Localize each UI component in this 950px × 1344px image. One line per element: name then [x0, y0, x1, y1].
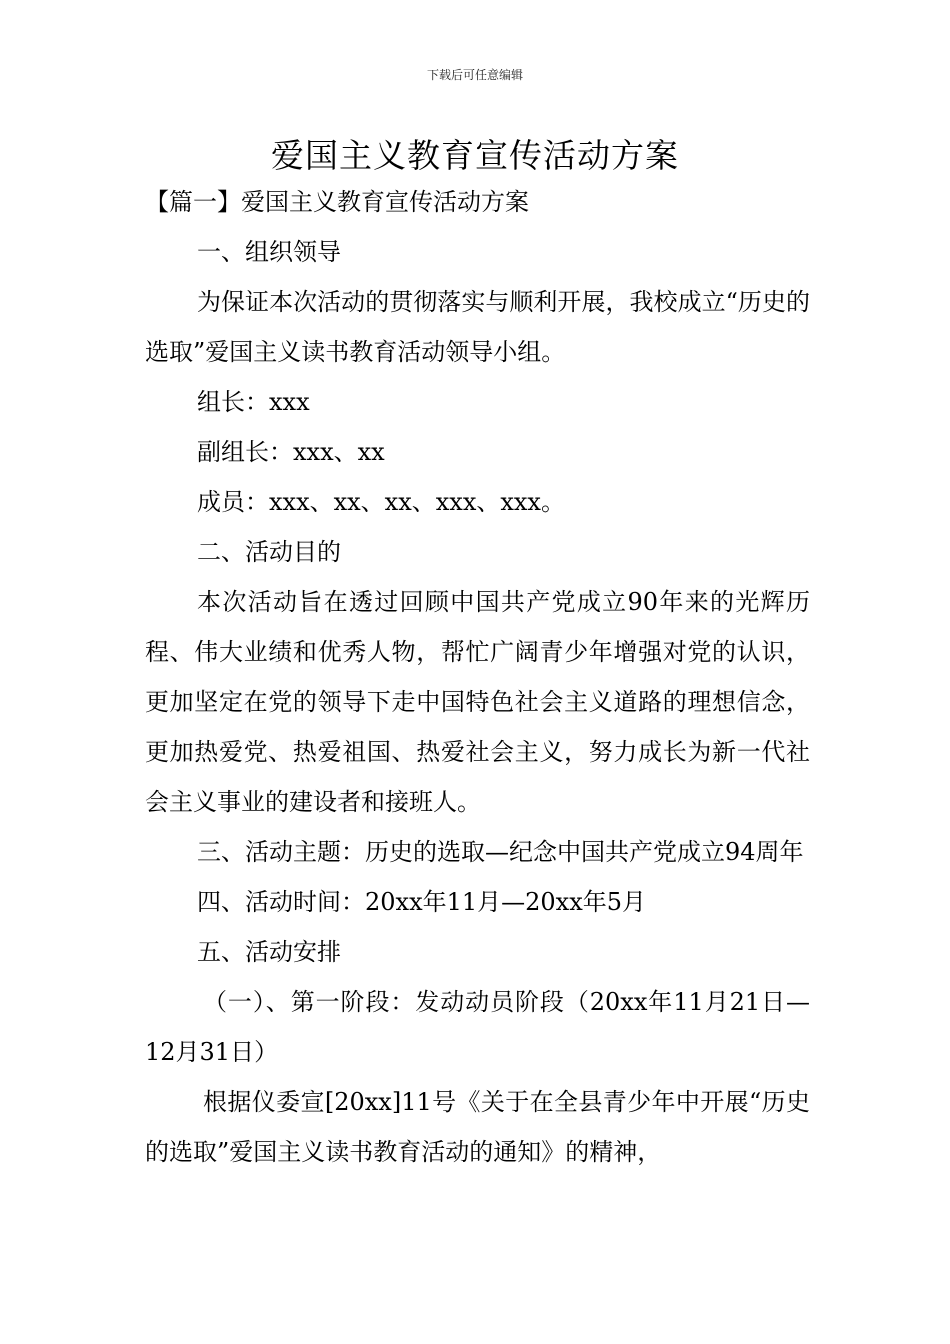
team-leader-line: 组长：xxx — [197, 388, 310, 416]
members-line: 成员：xxx、xx、xx、xxx、xxx。 — [197, 488, 565, 516]
paragraph-stage-one: 根据仪委宣[20xx]11号《关于在全县青少年中开展“历史的选取”爱国主义读书教育活动的通知》的精神， — [145, 1088, 810, 1166]
section-heading: 【篇一】爱国主义教育宣传活动方案 — [145, 188, 529, 216]
header-note: 下载后可任意编辑 — [426, 68, 523, 82]
document-title: 爱国主义教育宣传活动方案 — [271, 136, 679, 175]
stage-one-heading: （一）、第一阶段：发动动员阶段（20xx年11月21日—12月31日） — [145, 988, 810, 1066]
heading-purpose: 二、活动目的 — [197, 538, 341, 566]
deputy-leader-line: 副组长：xxx、xx — [197, 438, 385, 466]
heading-time: 四、活动时间：20xx年11月—20xx年5月 — [197, 888, 647, 916]
heading-theme: 三、活动主题：历史的选取—纪念中国共产党成立94周年 — [197, 838, 804, 866]
heading-organization: 一、组织领导 — [197, 238, 341, 266]
paragraph-organization: 为保证本次活动的贯彻落实与顺利开展，我校成立“历史的选取”爱国主义读书教育活动领导小组。 — [145, 288, 810, 366]
paragraph-purpose: 本次活动旨在透过回顾中国共产党成立90年来的光辉历程、伟大业绩和优秀人物，帮忙广阔青少年增强对党的认识，更加坚定在党的领导下走中国特色社会主义道路的理想信念，更加热爱党、热爱祖国、热爱社会主义，努力成长为新一代社会主义事业的建设者和接班人。 — [145, 588, 810, 816]
document-body — [145, 177, 810, 1177]
heading-arrangement: 五、活动安排 — [197, 938, 341, 966]
